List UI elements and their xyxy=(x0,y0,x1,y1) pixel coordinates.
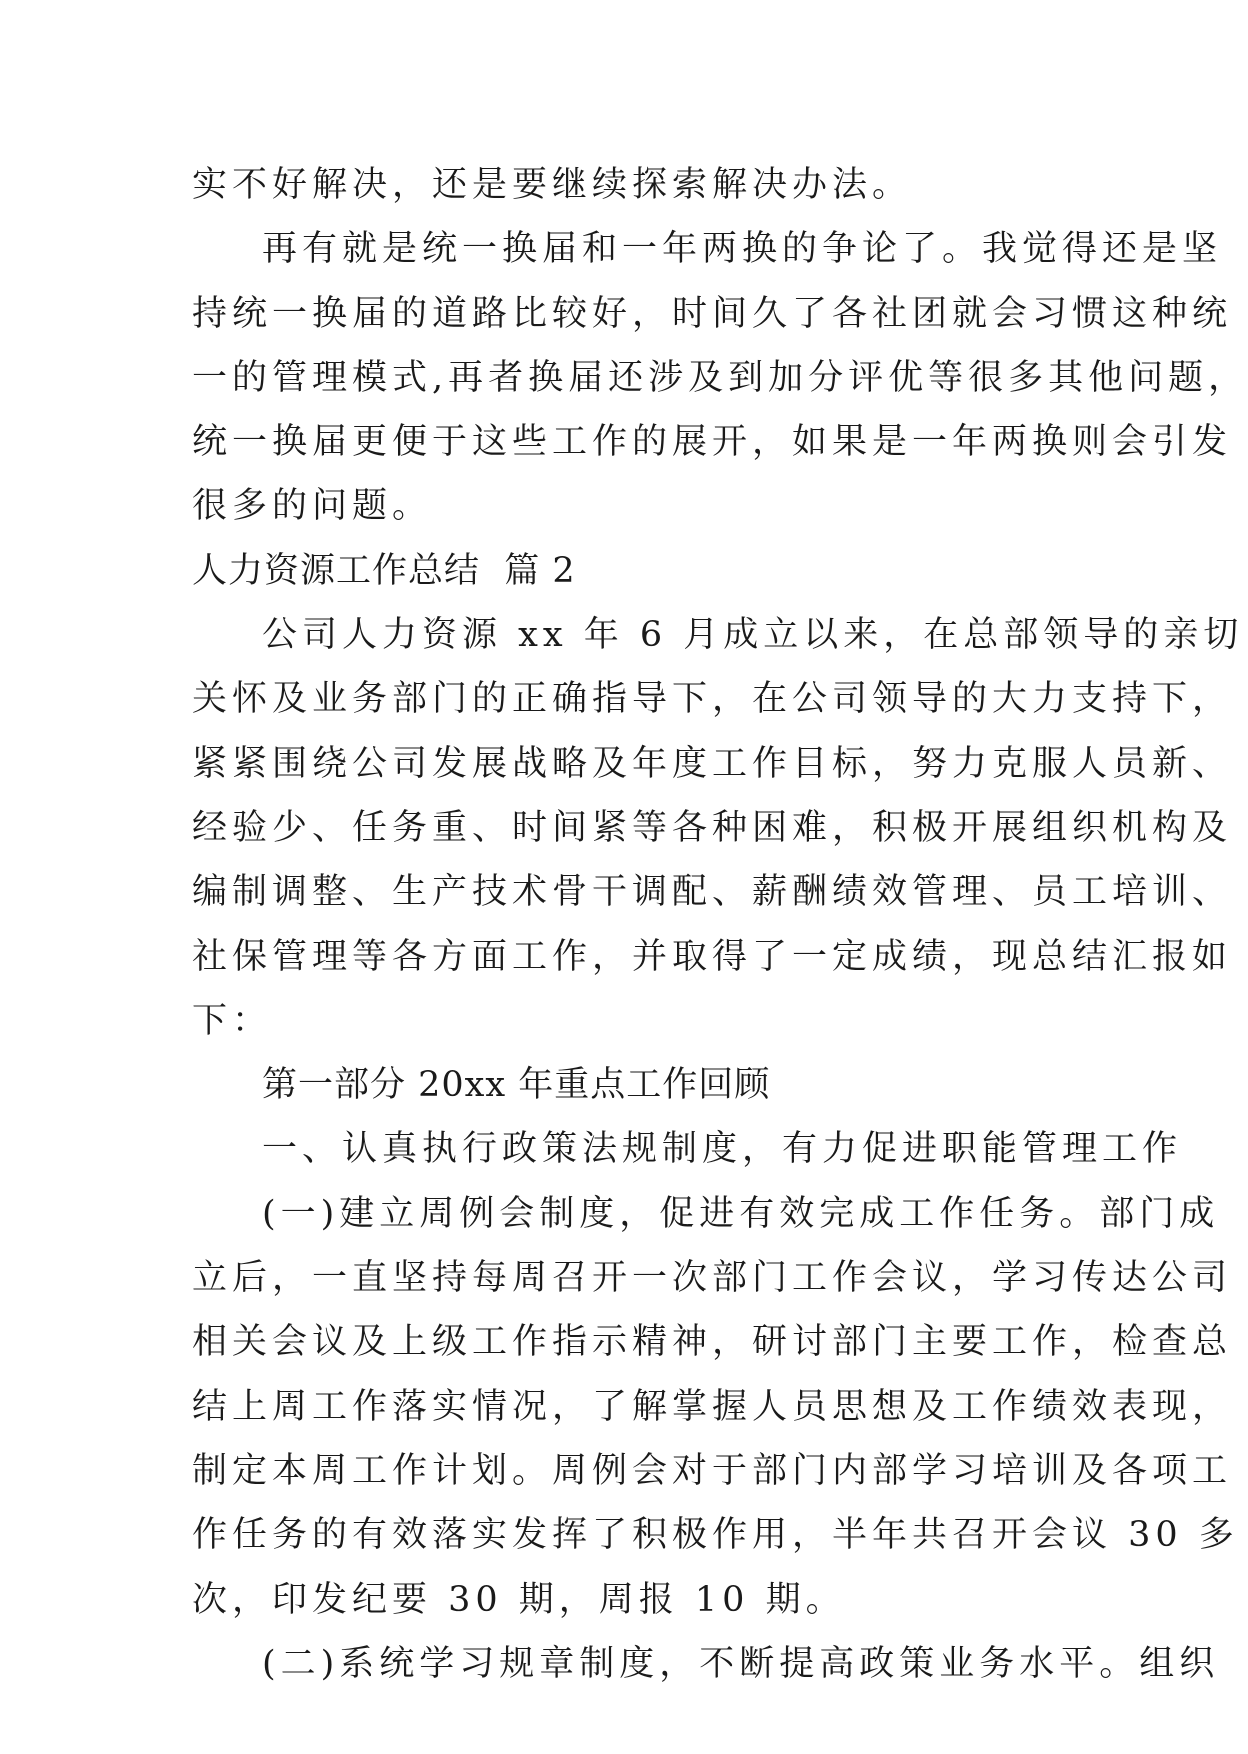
paragraph-line: 实不好解决，还是要继续探索解决办法。 xyxy=(192,165,913,205)
paragraph-line: 关怀及业务部门的正确指导下，在公司领导的大力支持下， xyxy=(192,679,1233,720)
paragraph-line: 紧紧围绕公司发展战略及年度工作目标，努力克服人员新、 xyxy=(192,743,1233,784)
paragraph-line: 很多的问题。 xyxy=(192,486,433,527)
paragraph-line: 持统一换届的道路比较好，时间久了各社团就会习惯这种统 xyxy=(192,293,1233,334)
document-body xyxy=(192,153,1248,1696)
paragraph-line: (一)建立周例会制度，促进有效完成工作任务。部门成 xyxy=(262,1193,1220,1234)
paragraph-line: 再有就是统一换届和一年两换的争论了。我觉得还是坚 xyxy=(262,229,1223,270)
paragraph-line: 经验少、任务重、时间紧等各种困难，积极开展组织机构及 xyxy=(192,807,1233,848)
paragraph-line: (二)系统学习规章制度，不断提高政策业务水平。组织 xyxy=(262,1643,1220,1684)
paragraph-line: 编制调整、生产技术骨干调配、薪酬绩效管理、员工培训、 xyxy=(192,872,1233,913)
paragraph-line: 下： xyxy=(192,1000,273,1041)
paragraph-line: 制定本周工作计划。周例会对于部门内部学习培训及各项工 xyxy=(192,1450,1233,1491)
paragraph-line: 社保管理等各方面工作，并取得了一定成绩，现总结汇报如 xyxy=(192,936,1233,977)
subsection-heading: 一、认真执行政策法规制度，有力促进职能管理工作 xyxy=(262,1129,1183,1170)
part-heading: 第一部分 20xx 年重点工作回顾 xyxy=(262,1065,771,1106)
paragraph-line: 立后，一直坚持每周召开一次部门工作会议，学习传达公司 xyxy=(192,1258,1233,1299)
paragraph-line: 结上周工作落实情况，了解掌握人员思想及工作绩效表现， xyxy=(192,1386,1233,1427)
paragraph-line: 统一换届更便于这些工作的展开，如果是一年两换则会引发 xyxy=(192,422,1233,463)
paragraph-line: 作任务的有效落实发挥了积极作用，半年共召开会议 30 多 xyxy=(192,1515,1239,1556)
paragraph-line: 次，印发纪要 30 期，周报 10 期。 xyxy=(192,1579,846,1620)
paragraph-line: 一的管理模式,再者换届还涉及到加分评优等很多其他问题， xyxy=(192,357,1248,398)
paragraph-line: 公司人力资源 xx 年 6 月成立以来，在总部领导的亲切 xyxy=(262,615,1244,656)
section-heading: 人力资源工作总结 篇 2 xyxy=(192,550,576,591)
paragraph-line: 相关会议及上级工作指示精神，研讨部门主要工作，检查总 xyxy=(192,1322,1233,1363)
